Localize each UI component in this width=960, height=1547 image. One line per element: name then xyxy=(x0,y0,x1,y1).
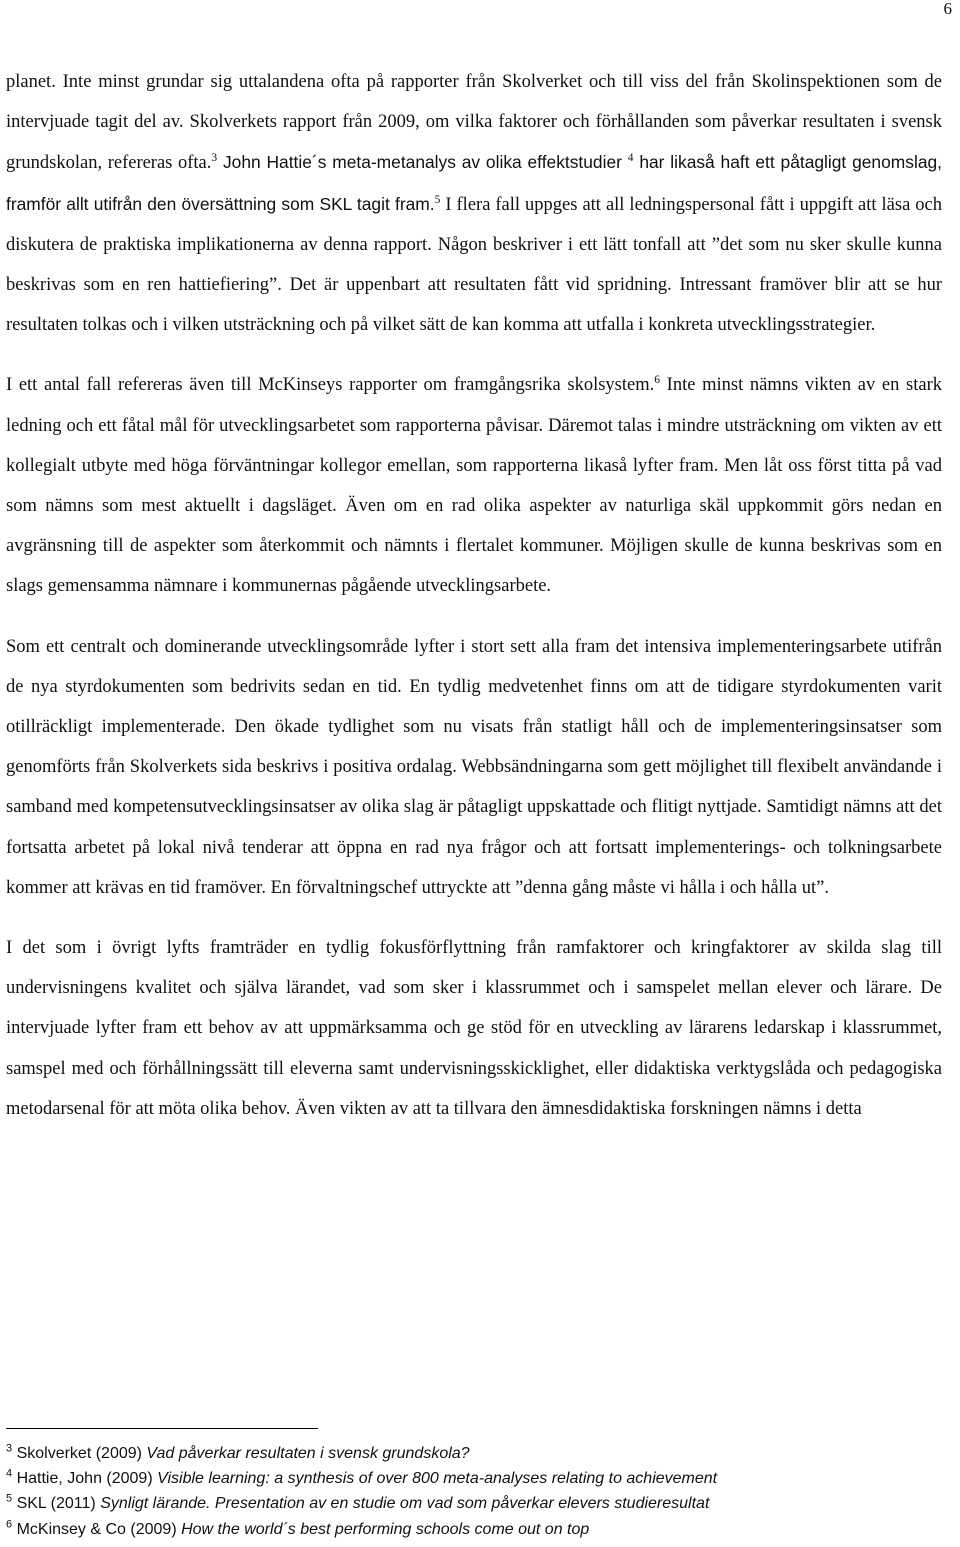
footnote-text: Skolverket (2009) xyxy=(16,1445,147,1462)
footnote-number: 4 xyxy=(6,1467,13,1480)
footnote-number: 6 xyxy=(6,1518,13,1531)
paragraph-text: Som ett centralt och dominerande utvecklingsområde lyfter i stort sett alla fram det intensiva implementeringsarbete utifrån de nya styrdokumenten som bedrivits sedan en tid. En tydlig medvetenhet finns om att de tidigare styrdokumenten varit otillräckligt implementerade. Den ökade tydlighet som nu visats från statligt håll och de implementeringsinsatser som genomförts från Skolverkets sida beskrivs i positiva ordalag. Webbsändningarna som gett möjlighet till flexibelt användande i samband med kompetensutvecklingsinsatser av olika slag är påtagligt uppskattade och flitigt nyttjade. Samtidigt nämns att det fortsatta arbetet på lokal nivå tenderar att öppna en rad nya frågor och att fortsatt implementerings- och tolkningsarbete kommer att krävas en tid framöver. En förvaltningschef uttryckte att ”denna gång måste vi hålla i och hålla ut”. xyxy=(6,636,942,898)
footnote-text: McKinsey & Co (2009) xyxy=(16,1520,182,1538)
footnote-title: Vad påverkar resultaten i svensk grundskola? xyxy=(146,1445,470,1462)
footnote-text: Hattie, John (2009) xyxy=(16,1470,158,1488)
footnote-number: 3 xyxy=(6,1442,13,1455)
paragraph-text: har likaså haft ett påtagligt genomslag, framför allt utifrån den översättning som SKL tagit fram. xyxy=(6,152,942,214)
footnote-ref-3[interactable]: 3 xyxy=(211,152,218,165)
paragraph-3 xyxy=(6,627,942,908)
paragraph-text: I det som i övrigt lyfts framträder en tydlig fokusförflyttning från ramfaktorer och kringfaktorer av skilda slag till undervisningens kvalitet och själva lärandet, vad som sker i klassrummet och i samspelet mellan elever och lärare. De intervjuade lyfter fram ett behov av att uppmärksamma och ge stöd för en utveckling av lärarens ledarskap i klassrummet, samspel med och förhållningssätt till eleverna samt undervisningsskicklighet, eller didaktiska verktygslåda och pedagogiska metodarsenal för att möta olika behov. Även vikten av att ta tillvara den ämnesdidaktiska forskningen nämns i detta xyxy=(6,938,942,1119)
body-text xyxy=(6,62,942,1149)
footnote-5 xyxy=(6,1491,942,1516)
paragraph-1 xyxy=(6,62,942,345)
footnote-separator xyxy=(6,1428,318,1429)
paragraph-text: planet. Inte minst grundar sig uttalandena ofta på rapporter från Skolverket och till viss del från Skolinspektionen som de intervjuade tagit del av. Skolverkets rapport från 2009, om vilka faktorer och förhållanden som påverkar resultaten i svensk grundskolan, refereras ofta. xyxy=(6,72,942,174)
footnote-title: How the world´s best performing schools come out on top xyxy=(181,1520,590,1538)
paragraph-text: I ett antal fall refereras även till McKinseys rapporter om framgångsrika skolsystem. xyxy=(6,375,655,396)
footnote-text: SKL (2011) xyxy=(16,1495,101,1513)
page-number: 6 xyxy=(943,0,952,18)
footnote-number: 5 xyxy=(6,1493,13,1506)
paragraph-4 xyxy=(6,928,942,1129)
footnote-3 xyxy=(6,1441,942,1466)
footnote-ref-4[interactable]: 4 xyxy=(627,152,634,165)
footnotes xyxy=(6,1441,942,1542)
footnote-6 xyxy=(6,1517,942,1542)
footnote-4 xyxy=(6,1466,942,1491)
footnote-title: Visible learning: a synthesis of over 800 meta-analyses relating to achievement xyxy=(157,1470,718,1488)
paragraph-text: John Hattie´s meta-metanalys av olika effektstudier xyxy=(217,152,628,173)
paragraph-2 xyxy=(6,365,942,606)
paragraph-text: Inte minst nämns vikten av en stark ledning och ett fåtal mål för utvecklingsarbetet som rapporterna påvisar. Däremot talas i mindre utsträckning om vikten av ett kollegialt utbyte med höga förväntningar kollegor emellan, som rapporterna likaså lyfter fram. Men låt oss först titta på vad som nämns som mest aktuellt i dagsläget. Även om en rad olika aspekter av naturliga skäl uppkommit görs nedan en avgränsning till de aspekter som återkommit och nämnts i flertalet kommuner. Möjligen skulle de kunna beskrivas som en slags gemensamma nämnare i kommunernas pågående utvecklingsarbete. xyxy=(6,375,942,597)
paragraph-text: I flera fall uppges att all ledningspersonal fått i uppgift att läsa och diskutera de praktiska implikationerna av denna rapport. Någon beskriver i ett lätt tonfall att ”det som nu sker skulle kunna beskrivas som en ren hattiefiering”. Det är uppenbart att resultaten fått vid spridning. Intressant framöver blir att se hur resultaten tolkas och i vilken utsträckning och på vilket sätt de kan komma att utfalla i konkreta utvecklingsstrategier. xyxy=(6,194,942,336)
footnote-title: Synligt lärande. Presentation av en studie om vad som påverkar elevers studieresultat xyxy=(100,1495,710,1513)
footnote-ref-5[interactable]: 5 xyxy=(434,193,441,206)
footnote-ref-6[interactable]: 6 xyxy=(654,374,660,387)
